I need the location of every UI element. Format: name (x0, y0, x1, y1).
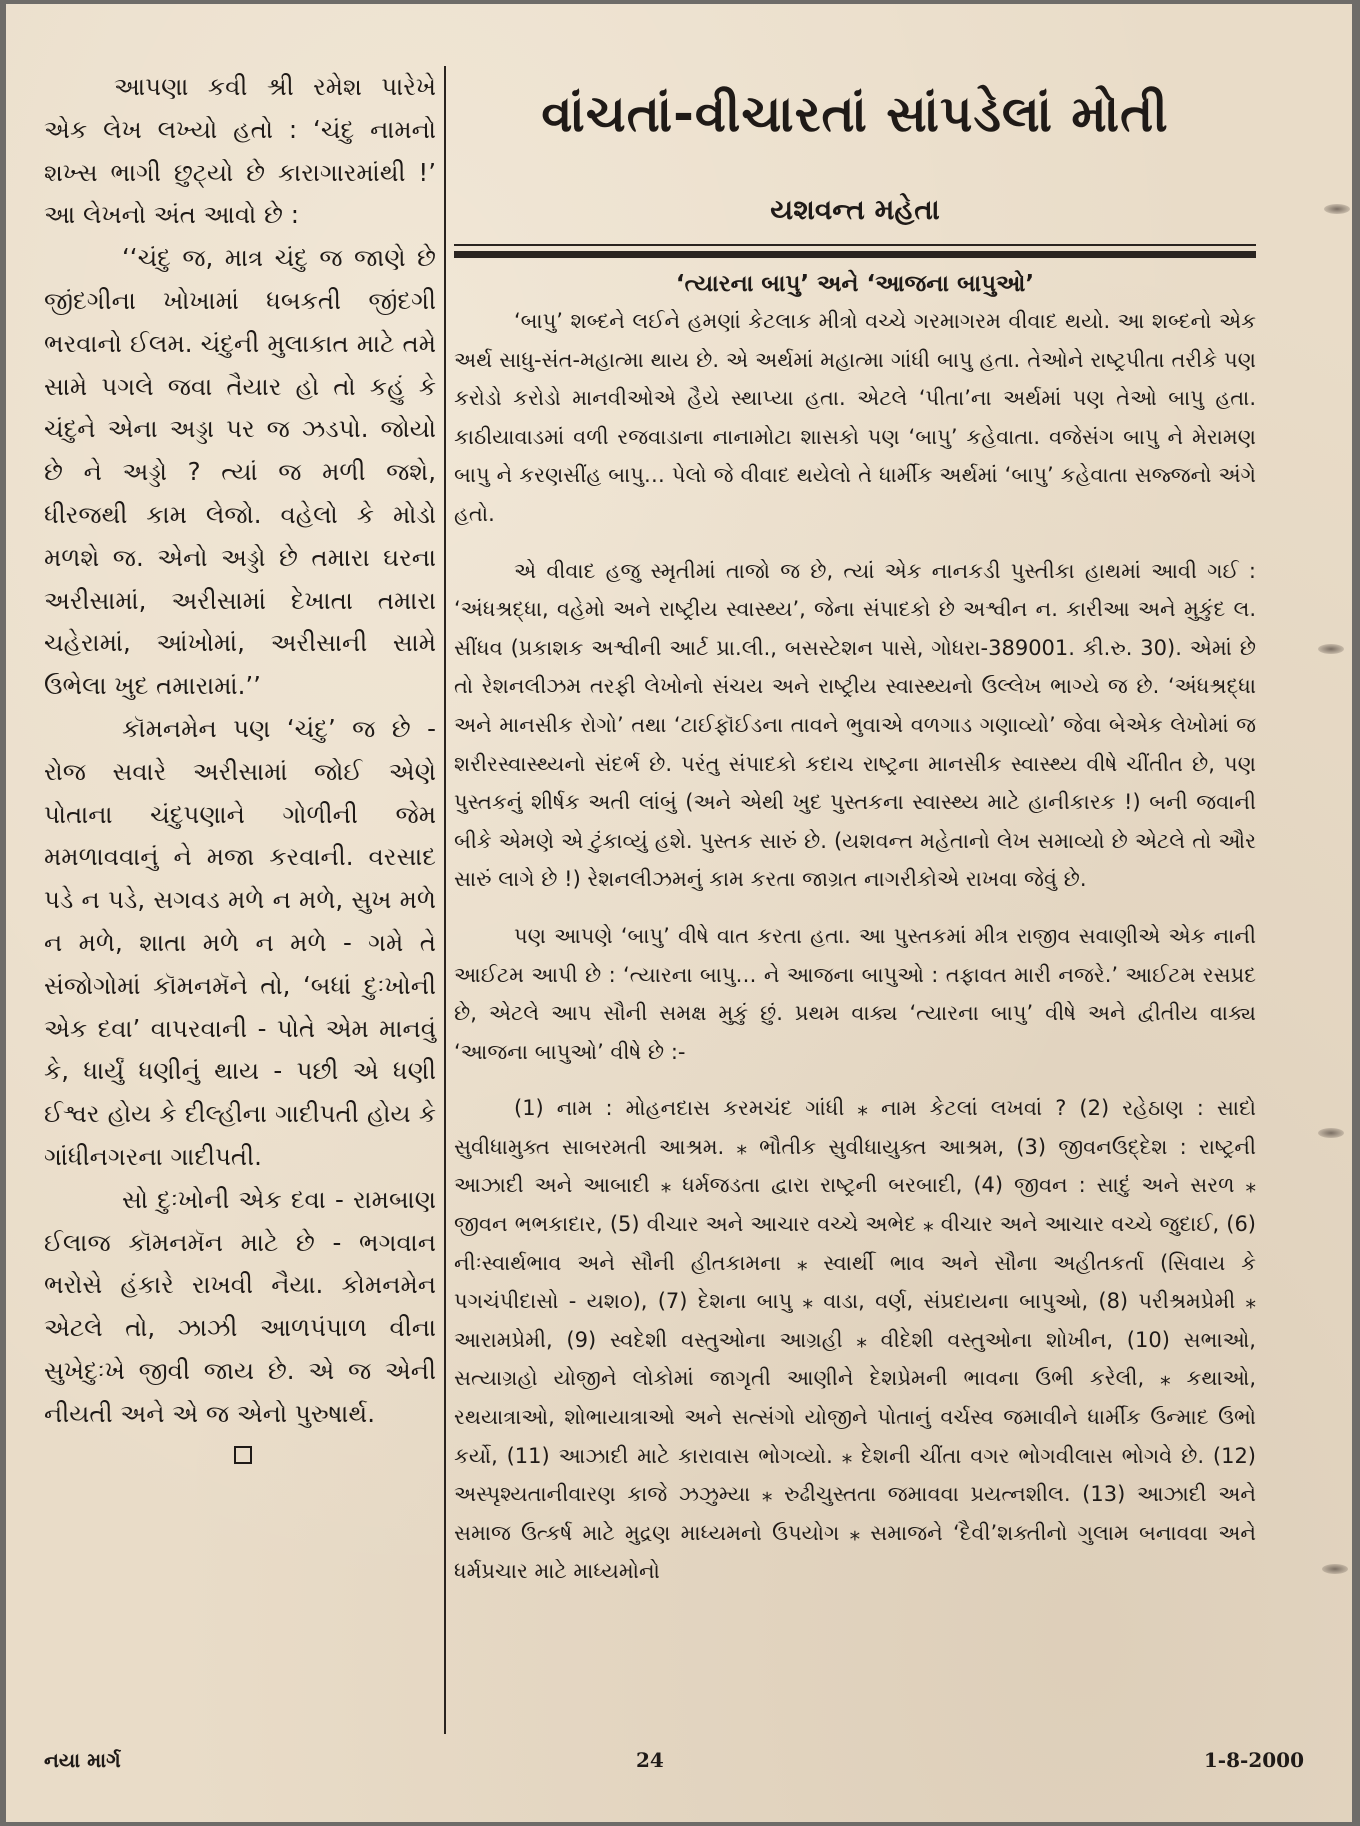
article-column (454, 66, 1256, 1591)
left-paragraph-4: સો દુઃખોની એક દવા - રામબાણ ઈલાજ કૉમનમૅન માટે છે - ભગવાન ભરોસે હંકારે રાખવી નૈયા. કોમનમેન એટલે તો, ઝાઝી આળપંપાળ વીના સુખેદુઃખે જીવી જાય છે. એ જ એની નીયતી અને એ જ એનો પુરુષાર્થ. (44, 1184, 436, 1428)
article-paragraph-4: (1) નામ : મોહનદાસ કરમચંદ ગાંધી ⁎ નામ કેટલાં લખવાં ? (2) રહેઠાણ : સાદો સુવીધામુક્ત સાબરમતી આશ્રમ. ⁎ ભૌતીક સુવીધાયુક્ત આશ્રમ, (3) જીવનઉદ્દેશ : રાષ્ટ્રની આઝાદી અને આબાદી ⁎ ધર્મજડતા દ્વારા રાષ્ટ્રની બરબાદી, (4) જીવન : સાદું અને સરળ ⁎ જીવન ભભકાદાર, (5) વીચાર અને આચાર વચ્ચે અભેદ ⁎ વીચાર અને આચાર વચ્ચે જુદાઈ, (6) નીઃસ્વાર્થભાવ અને સૌની હીતકામના ⁎ સ્વાર્થી ભાવ અને સૌના અહીતકર્તા (સિવાય કે પગચંપીદાસો - યશ૦), (7) દેશના બાપુ ⁎ વાડા, વર્ણ, સંપ્રદાયના બાપુઓ, (8) પરીશ્રમપ્રેમી ⁎ આરામપ્રેમી, (9) સ્વદેશી વસ્તુઓના આગ્રહી ⁎ વીદેશી વસ્તુઓના શોખીન, (10) સભાઓ, સત્યાગ્રહો યોજીને લોકોમાં જાગૃતી આણીને દેશપ્રેમની ભાવના ઉભી કરેલી, ⁎ કથાઓ, રથયાત્રાઓ, શોભાયાત્રાઓ અને સત્સંગો યોજીને પોતાનું વર્ચસ્વ જમાવીને ધાર્મીક ઉન્માદ ઉભો કર્યો, (11) આઝાદી માટે કારાવાસ ભોગવ્યો. ⁎ દેશની ચીંતા વગર ભોગવીલાસ ભોગવે છે. (12) અસ્પૃશ્યતાનીવારણ કાજે ઝઝુમ્યા ⁎ રુઢીચુસ્તતા જમાવવા પ્રયત્નશીલ. (13) આઝાદી અને સમાજ ઉત્કર્ષ માટે મુદ્રણ માધ્યમનો ઉપયોગ ⁎ સમાજને ‘દૈવી’શક્તીનો ગુલામ બનાવવા અને ધર્મપ્રચાર માટે માધ્યમોનો (454, 1096, 1256, 1584)
article-author: યશવન્ત મહેતા (770, 193, 940, 226)
column-divider (444, 66, 446, 1734)
article-paragraph-3: પણ આપણે ‘બાપુ’ વીષે વાત કરતા હતા. આ પુસ્તકમાં મીત્ર રાજીવ સવાણીએ એક નાની આઈટમ આપી છે : ‘ત્યારના બાપુ… ને આજના બાપુઓ : તફાવત મારી નજરે.’ આઈટમ રસપ્રદ છે, એટલે આપ સૌની સમક્ષ મુકું છું. પ્રથમ વાક્ય ‘ત્યારના બાપુ’ વીષે અને દ્વીતીય વાક્ય ‘આજના બાપુઓ’ વીષે છે :- (454, 923, 1256, 1064)
footer-date: 1-8-2000 (1203, 1748, 1304, 1772)
punch-hole-mark (1322, 1564, 1348, 1574)
article-subtitle: ‘ત્યારના બાપુ’ અને ‘આજના બાપુઓ’ (675, 271, 1035, 297)
left-column (44, 66, 436, 1464)
article-body (454, 302, 1256, 1591)
header-rule-thin (454, 244, 1256, 246)
article-paragraph-1: ‘બાપુ’ શબ્દને લઈને હમણાં કેટલાક મીત્રો વચ્ચે ગરમાગરમ વીવાદ થયો. આ શબ્દનો એક અર્થ સાધુ-સંત-મહાત્મા થાય છે. એ અર્થમાં મહાત્મા ગાંધી બાપુ હતા. તેઓને રાષ્ટ્રપીતા તરીકે પણ કરોડો કરોડો માનવીઓએ હૈયે સ્થાપ્યા હતા. એટલે ‘પીતા’ના અર્થમાં પણ તેઓ બાપુ હતા. કાઠીયાવાડમાં વળી રજવાડાના નાનામોટા શાસકો પણ ‘બાપુ’ કહેવાતા. વજેસંગ બાપુ ને મેરામણ બાપુ ને કરણસીંહ બાપુ… પેલો જે વીવાદ થયેલો તે ધાર્મીક અર્થમાં ‘બાપુ’ કહેવાતા સજ્જનો અંગે હતો. (454, 309, 1256, 526)
punch-hole-mark (1318, 1128, 1344, 1138)
end-of-article-square-icon (234, 1446, 252, 1464)
punch-hole-mark (1324, 204, 1350, 214)
header-rule-thick (454, 251, 1256, 258)
article-paragraph-2: એ વીવાદ હજુ સ્મૃતીમાં તાજો જ છે, ત્યાં એક નાનકડી પુસ્તીકા હાથમાં આવી ગઈ : ‘અંધશ્રદ્ધા, વહેમો અને રાષ્ટ્રીય સ્વાસ્થ્ય’, જેના સંપાદકો છે અશ્વીન ન. કારીઆ અને મુકુંદ લ. સીંધવ (પ્રકાશક અશ્વીની આર્ટ પ્રા.લી., બસસ્ટેશન પાસે, ગોધરા-389001. કી.રુ. 30). એમાં છે તો રેશનલીઝમ તરફી લેખોનો સંચય અને રાષ્ટ્રીય સ્વાસ્થ્યનો ઉલ્લેખ ભાગ્યે જ છે. ‘અંધશ્રદ્ધા અને માનસીક રોગો’ તથા ‘ટાઈફૉઈડના તાવને ભુવાએ વળગાડ ગણાવ્યો’ જેવા બેએક લેખોમાં જ શરીરસ્વાસ્થ્યનો સંદર્ભ છે. પરંતુ સંપાદકો કદાચ રાષ્ટ્રના માનસીક સ્વાસ્થ્ય વીષે ચીંતીત છે, પણ પુસ્તકનું શીર્ષક અતી લાંબું (અને એથી ખુદ પુસ્તકના સ્વાસ્થ્ય માટે હાનીકારક !) બની જવાની બીકે એમણે એ ટુંકાવ્યું હશે. પુસ્તક સારું છે. (યશવન્ત મહેતાનો લેખ સમાવ્યો છે એટલે તો ઔર સારું લાગે છે !) રેશનલીઝમનું કામ કરતા જાગ્રત નાગરીકોએ રાખવા જેવું છે. (454, 558, 1256, 892)
footer-magazine-name: નયા માર્ગ (44, 1748, 121, 1772)
magazine-page (6, 4, 1352, 1822)
left-paragraph-3: કૉમનમેન પણ ‘ચંદુ’ જ છે - રોજ સવારે અરીસામાં જોઈ એણે પોતાના ચંદુપણાને ગોળીની જેમ મમળાવવાનું ને મજા કરવાની. વરસાદ પડે ન પડે, સગવડ મળે ન મળે, સુખ મળે ન મળે, શાતા મળે ન મળે - ગમે તે સંજોગોમાં કૉમનમૅને તો, ‘બધાં દુઃખોની એક દવા’ વાપરવાની - પોતે એમ માનવું કે, ધાર્યું ધણીનું થાય - પછી એ ધણી ઈશ્વર હોય કે દીલ્હીના ગાદીપતી હોય કે ગાંધીનગરના ગાદીપતી. (44, 713, 436, 1171)
punch-hole-mark (1318, 644, 1344, 654)
left-paragraph-1: આપણા કવી શ્રી રમેશ પારેખે એક લેખ લખ્યો હતો : ‘ચંદુ નામનો શખ્સ ભાગી છુટ્યો છે કારાગારમાંથી !’ આ લેખનો અંત આવો છે : (44, 72, 436, 230)
footer-page-number: 24 (636, 1748, 664, 1772)
article-title: વાંચતાં-વીચારતાં સાંપડેલાં મોતી (541, 85, 1169, 143)
left-paragraph-2: ‘‘ચંદુ જ, માત્ર ચંદુ જ જાણે છે જીંદગીના ખોખામાં ધબકતી જીંદગી ભરવાનો ઈલમ. ચંદુની મુલાકાત માટે તમે સામે પગલે જવા તૈયાર હો તો કહું કે ચંદુને એના અડ્ડા પર જ ઝડપો. જોયો છે ને અડ્ડો ? ત્યાં જ મળી જશે, ધીરજથી કામ લેજો. વહેલો કે મોડો મળશે જ. એનો અડ્ડો છે તમારા ઘરના અરીસામાં, અરીસામાં દેખાતા તમારા ચહેરામાં, આંખોમાં, અરીસાની સામે ઉભેલા ખુદ તમારામાં.’’ (44, 243, 436, 701)
